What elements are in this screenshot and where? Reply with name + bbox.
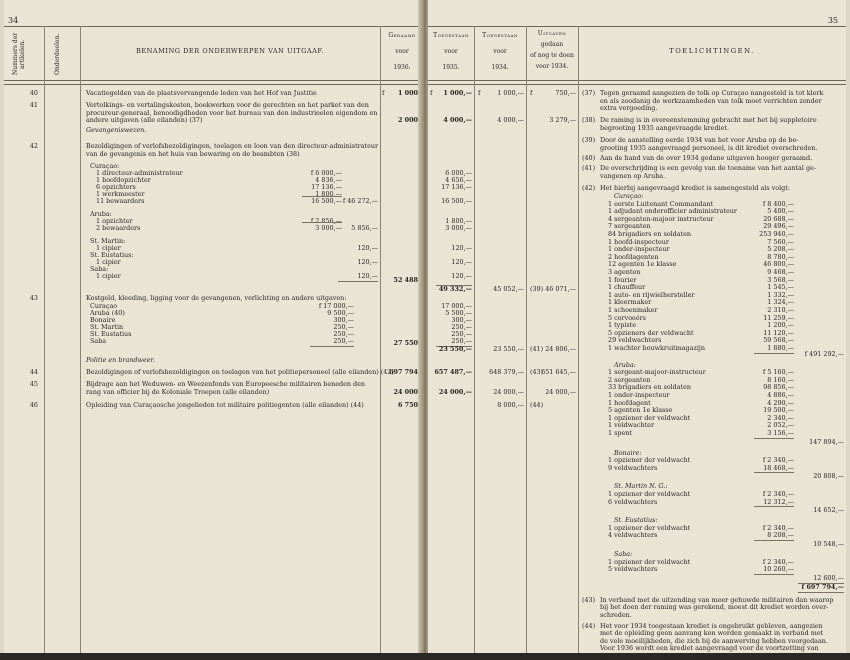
amount-1935: 4 000,— bbox=[443, 116, 472, 124]
note-number: (38) bbox=[582, 116, 596, 124]
page-number-left: 34 bbox=[8, 16, 19, 25]
breakdown-label: 1 directeur-administrateur bbox=[96, 169, 183, 177]
breakdown-label: 1 opziener der veldwacht bbox=[608, 490, 691, 498]
note-text: vangenen op Aruba. bbox=[600, 171, 666, 180]
breakdown-value: 11 259,— bbox=[763, 313, 794, 322]
breakdown-label: 1 chauffeur bbox=[608, 283, 646, 292]
note-text: Tegen geraamd aangezien de tolk op Curaçao nangesteld is tot klerk bbox=[600, 89, 824, 97]
article-amount: 24 000 bbox=[393, 388, 418, 396]
breakdown-label: 2 sergeanten bbox=[608, 375, 651, 384]
article-text: andere uitgaven (alle eilanden) (37) bbox=[86, 116, 203, 124]
breakdown-value: 9 500,— bbox=[327, 309, 354, 317]
breakdown-subtotal: 120,— bbox=[357, 258, 378, 266]
article-number: 40 bbox=[29, 89, 38, 97]
breakdown-label: 1 spent bbox=[608, 429, 632, 437]
currency-sign: f bbox=[430, 89, 433, 97]
amount-1935: 1 000,— bbox=[443, 89, 472, 97]
breakdown-group-heading: Bonaire: bbox=[614, 448, 642, 457]
article-text: Kostgeld, kleeding, ligging voor de gevangenen, verlichting en andere uitgaven: bbox=[86, 294, 347, 302]
breakdown-label: 3 agenten bbox=[608, 268, 641, 276]
article-number: 44 bbox=[29, 368, 38, 376]
breakdown-label: 2 bewaarders bbox=[96, 224, 141, 232]
article-text: Bezoldigingen of verlofsbezoldigingen en toelagen van het politiepersoneel (alle eilanden) (42) bbox=[86, 368, 394, 376]
breakdown-value: f 2 340,— bbox=[762, 557, 794, 566]
breakdown-value: 1 324,— bbox=[767, 298, 794, 307]
header-geraamd: Geraamd bbox=[388, 32, 416, 39]
breakdown-value: 300,— bbox=[333, 316, 354, 324]
article-text: Vacatiegelden van de plaatsvervangende leden van het Hof van Justitie bbox=[86, 89, 317, 97]
note-text: grooting 1935 aangevraagd personeel, is dit krediet overschreden. bbox=[600, 143, 818, 152]
article-number: 45 bbox=[29, 380, 38, 388]
breakdown-label: 5 veldwachters bbox=[608, 565, 658, 574]
breakdown-grand-total: f 697 794,— bbox=[801, 582, 844, 591]
header-1935-voor: voor bbox=[444, 48, 458, 55]
note-number: (41) bbox=[582, 164, 596, 172]
amount-1935-detail: 120,— bbox=[451, 272, 472, 280]
header-1934-year: 1934. bbox=[491, 64, 509, 71]
section-heading: Politie en brandweer. bbox=[86, 356, 155, 364]
breakdown-label: 7 sergeanten bbox=[608, 222, 651, 231]
breakdown-label: Curaçao bbox=[90, 302, 118, 310]
note-text: met de opleiding geen aanvang kon worden gemaakt in verband met bbox=[600, 629, 824, 638]
amount-1934: 648 379,— bbox=[489, 368, 524, 376]
amount-1935-detail: 250,— bbox=[451, 337, 472, 345]
page-number-right: 35 bbox=[827, 16, 838, 25]
breakdown-label: 1 schoenmaker bbox=[608, 306, 658, 314]
note-text: In verband met de uitzending van meer gehuwde militairen dan waarop bbox=[600, 595, 834, 604]
header-onderdeelen: Onderdeelen. bbox=[54, 33, 61, 75]
breakdown-value: f 2 856,— bbox=[310, 217, 342, 225]
breakdown-label: 4 sergeanten-majoor instructeur bbox=[608, 214, 714, 223]
breakdown-label: 1 eerste Luitenant Commandant bbox=[608, 199, 714, 208]
article-number: 41 bbox=[29, 101, 38, 109]
breakdown-value: f 6 000,— bbox=[310, 169, 342, 177]
breakdown-value: 4 836,— bbox=[315, 176, 342, 184]
breakdown-value: 20 688,— bbox=[763, 214, 794, 223]
breakdown-label: 2 hoofdagenten bbox=[608, 252, 659, 261]
note-ref: (44) bbox=[530, 401, 544, 409]
breakdown-value: 4 290,— bbox=[767, 398, 794, 407]
article-text: Vertolkings- en vertalingskosten, boekwerken voor de gerechten en het parket van den bbox=[86, 101, 369, 109]
amount-1934: 1 000,— bbox=[497, 89, 524, 97]
breakdown-group-total: 20 808,— bbox=[813, 472, 844, 481]
breakdown-value: 1 800,— bbox=[315, 190, 342, 198]
right-page bbox=[428, 0, 846, 660]
breakdown-label: 1 opziener der veldwacht bbox=[608, 523, 691, 532]
article-amount: 1 000 bbox=[397, 89, 418, 97]
breakdown-group-heading: St. Martin N. G.: bbox=[614, 482, 668, 491]
currency-sign: f bbox=[382, 89, 385, 97]
note-number: (37) bbox=[582, 89, 596, 97]
breakdown-label: 1 hoofdagent bbox=[608, 398, 651, 407]
header-geraamd-voor: voor bbox=[395, 48, 409, 55]
amount-1935-detail: 120,— bbox=[451, 244, 472, 252]
article-amount: 27 550 bbox=[393, 339, 418, 347]
breakdown-label: 1 onder-inspecteur bbox=[608, 245, 670, 254]
header-nummers: Nummers der artikelen. bbox=[12, 32, 26, 76]
breakdown-label: 84 brigadiers en soldaten bbox=[608, 230, 692, 238]
breakdown-subtotal: 120,— bbox=[357, 272, 378, 280]
amount-1935-detail: 5 500,— bbox=[445, 309, 472, 317]
breakdown-group-total: 10 548,— bbox=[813, 540, 844, 548]
currency-sign: f bbox=[530, 89, 533, 97]
note-number: (43) bbox=[582, 595, 596, 604]
amount-1934: 8 000,— bbox=[497, 401, 524, 409]
breakdown-label: 29 veldwachters bbox=[608, 336, 662, 345]
breakdown-label: 1 hoofd-inspecteur bbox=[608, 237, 669, 246]
breakdown-label: 1 sergeant-majoor-instructeur bbox=[608, 368, 706, 377]
header-geraamd-year: 1936. bbox=[393, 64, 411, 71]
breakdown-subtotal: 120,— bbox=[357, 244, 378, 252]
breakdown-label: 1 kleermaker bbox=[608, 298, 652, 307]
amount-1935: 657 487,— bbox=[434, 368, 472, 376]
note-text: extra vergoeding. bbox=[600, 104, 658, 113]
amount-1934: 45 052,— bbox=[493, 285, 524, 293]
breakdown-subtotal: f 46 272,— bbox=[342, 197, 378, 205]
breakdown-group-heading: Curaçao: bbox=[614, 192, 644, 200]
amount-1935-detail: 17 136,— bbox=[441, 183, 472, 191]
amount-1935-detail: 4 656,— bbox=[445, 176, 472, 184]
breakdown-group-heading: Saba: bbox=[614, 550, 633, 558]
breakdown-label: 1 wachter bouwkruitmagazijn bbox=[608, 344, 705, 352]
note-number: (39) bbox=[582, 136, 596, 144]
amount-uitgaven: 24 806,— bbox=[545, 345, 576, 353]
header-benaming: BENAMING DER ONDERWERPEN VAN UITGAAF. bbox=[135, 47, 325, 55]
breakdown-value: 10 260,— bbox=[763, 565, 794, 574]
breakdown-value: 29 496,— bbox=[763, 222, 794, 231]
breakdown-label: 5 opzieners der veldwacht bbox=[608, 328, 694, 337]
breakdown-value: 12 312,— bbox=[763, 497, 794, 506]
breakdown-group-heading: Aruba: bbox=[614, 360, 636, 369]
breakdown-label: St. Eustatius bbox=[90, 330, 132, 338]
note-text: Aan de hand van de over 1934 gedane uitgaven hooger geraamd. bbox=[600, 154, 813, 162]
breakdown-group-total: 12 600,— bbox=[813, 573, 844, 582]
amount-1935-detail: 16 500,— bbox=[441, 197, 472, 205]
header-1935: Toegestaan bbox=[433, 32, 469, 39]
header-1934: Toegestaan bbox=[482, 32, 518, 39]
breakdown-label: 1 cipier bbox=[96, 272, 121, 280]
note-text: Voor 1936 wordt een krediet aangevraagd voor de voortzetting van bbox=[600, 644, 819, 653]
section-heading: Gevangeniswezen. bbox=[86, 126, 147, 134]
breakdown-label: 6 veldwachters bbox=[608, 497, 658, 506]
breakdown-value: 98 856,— bbox=[763, 383, 794, 392]
breakdown-value: 2 052,— bbox=[767, 421, 794, 430]
breakdown-value: f 2 340,— bbox=[762, 523, 794, 532]
note-ref: (39) bbox=[530, 285, 544, 293]
amount-1934: 24 000,— bbox=[493, 388, 524, 396]
breakdown-label: 1 veldwachter bbox=[608, 421, 655, 430]
note-text: bij het doen der raming was gerekend, moest dit krediet worden over- bbox=[600, 603, 829, 612]
breakdown-label: 4 veldwachters bbox=[608, 531, 658, 540]
header-uitgaven: Uitgaven bbox=[537, 30, 567, 37]
note-text: de vele moeilijkheden, die zich bij de aanwerving hebben voorgedaan. bbox=[600, 636, 828, 645]
amount-uitgaven: 750,— bbox=[555, 89, 576, 97]
breakdown-value: 46 800,— bbox=[763, 260, 794, 269]
note-number: (44) bbox=[582, 622, 596, 630]
breakdown-subtotal: 5 856,— bbox=[351, 224, 378, 232]
amount-1935-detail: 3 000,— bbox=[445, 224, 472, 232]
amount-1935-detail: 250,— bbox=[451, 330, 472, 338]
amount-1935-detail: 250,— bbox=[451, 323, 472, 331]
breakdown-group-total: 147 894,— bbox=[809, 437, 844, 446]
left-page bbox=[4, 0, 422, 653]
breakdown-value: 8 208,— bbox=[767, 531, 794, 540]
header-toelichtingen: TOELICHTINGEN. bbox=[669, 47, 755, 55]
amount-1935-detail: 300,— bbox=[451, 316, 472, 324]
article-amount: 6 750 bbox=[397, 401, 418, 409]
breakdown-value: 2 310,— bbox=[767, 306, 794, 314]
breakdown-value: 1 880,— bbox=[767, 344, 794, 352]
breakdown-value: 8 780,— bbox=[767, 252, 794, 261]
breakdown-label: 1 onder-inspecteur bbox=[608, 391, 670, 399]
breakdown-label: 1 auto- en rijwielhersteller bbox=[608, 290, 695, 299]
header-uitgaven-nog: of nog te doen bbox=[530, 52, 574, 59]
breakdown-label: 33 brigadiers en soldaten bbox=[608, 383, 692, 392]
note-text: De overschrijding is een gevolg van de toename van het aantal ge- bbox=[600, 164, 816, 172]
breakdown-group-heading: St. Eustatius: bbox=[614, 516, 658, 525]
note-text: schreden. bbox=[600, 610, 632, 619]
breakdown-value: f 5 160,— bbox=[762, 368, 794, 377]
breakdown-value: 5 400,— bbox=[767, 207, 794, 216]
breakdown-value: 1 545,— bbox=[767, 283, 794, 292]
note-text: begrooting 1935 aangevraagde krediet. bbox=[600, 123, 729, 132]
note-text: Het voor 1934 toegestaan krediet is ongebruikt gebleven, aangezien bbox=[600, 622, 823, 630]
breakdown-label: St. Eustatius: bbox=[90, 251, 134, 259]
amount-uitgaven: 651 645,— bbox=[541, 368, 576, 376]
breakdown-label: St. Martin bbox=[90, 323, 124, 331]
note-ref: (43) bbox=[530, 368, 544, 376]
breakdown-label: 12 agenten 1e klasse bbox=[608, 260, 677, 269]
breakdown-value: f 8 400,— bbox=[762, 199, 794, 208]
breakdown-value: 7 560,— bbox=[767, 237, 794, 246]
breakdown-value: 19 500,— bbox=[763, 406, 794, 415]
breakdown-group-total: f 491 292,— bbox=[804, 349, 844, 358]
breakdown-value: 11 120,— bbox=[763, 328, 794, 337]
amount-1935-detail: 120,— bbox=[451, 258, 472, 266]
note-number: (42) bbox=[582, 184, 596, 192]
breakdown-label: St. Martin: bbox=[90, 237, 126, 245]
breakdown-value: 250,— bbox=[333, 330, 354, 338]
amount-1935: 23 550,— bbox=[438, 345, 472, 353]
header-uitgaven-year: voor 1934. bbox=[535, 63, 569, 70]
article-number: 43 bbox=[29, 294, 38, 302]
breakdown-label: 1 opziener der veldwacht bbox=[608, 557, 691, 566]
breakdown-label: Saba: bbox=[90, 265, 109, 273]
breakdown-value: 253 940,— bbox=[759, 230, 794, 238]
breakdown-value: 3 568,— bbox=[767, 275, 794, 284]
amount-uitgaven: 46 071,— bbox=[545, 285, 576, 293]
breakdown-value: f 2 340,— bbox=[762, 490, 794, 498]
breakdown-value: 4 886,— bbox=[767, 391, 794, 399]
breakdown-label: 1 opzichter bbox=[96, 217, 133, 225]
breakdown-label: Curaçao: bbox=[90, 162, 120, 170]
breakdown-group-total: 14 652,— bbox=[813, 506, 844, 515]
amount-1935: 49 332,— bbox=[438, 285, 472, 293]
breakdown-value: 8 160,— bbox=[767, 375, 794, 384]
breakdown-label: 11 bewaarders bbox=[96, 197, 145, 205]
breakdown-label: 1 werkmeester bbox=[96, 190, 145, 198]
header-1935-year: 1935. bbox=[442, 64, 460, 71]
breakdown-label: Aruba (40) bbox=[90, 309, 125, 317]
breakdown-label: 5 corvoeérs bbox=[608, 313, 646, 322]
breakdown-value: 16 500,— bbox=[311, 197, 342, 205]
article-amount: 52 488 bbox=[393, 276, 418, 284]
article-text: rang van officier bij de Koloniale Troepen (alle eilanden) bbox=[86, 388, 270, 396]
breakdown-label: Bonaire bbox=[90, 316, 116, 324]
breakdown-value: 250,— bbox=[333, 337, 354, 345]
breakdown-value: 3 000,— bbox=[315, 224, 342, 232]
amount-1935-detail: 17 000,— bbox=[441, 302, 472, 310]
note-text: Door de aanstelling eerde 1934 van het voor Aruba op de be- bbox=[600, 136, 799, 144]
note-text: en als zoodanig de werkzaamheden van tolk moet verrichten zonder bbox=[600, 96, 822, 105]
breakdown-value: 5 208,— bbox=[767, 245, 794, 254]
amount-uitgaven: 3 279,— bbox=[549, 116, 576, 124]
breakdown-label: Saba bbox=[90, 337, 107, 345]
article-amount: 697 794 bbox=[389, 368, 418, 376]
note-ref: (41) bbox=[530, 345, 544, 353]
breakdown-value: 59 568,— bbox=[763, 336, 794, 345]
article-text: van de gevangenis en het huis van bewaring en de beambten (38) bbox=[86, 150, 300, 158]
breakdown-value: f 17 000,— bbox=[318, 302, 354, 310]
breakdown-label: 9 veldwachters bbox=[608, 463, 658, 472]
amount-1934: 4 000,— bbox=[497, 116, 524, 124]
breakdown-label: 1 hoofdopzichter bbox=[96, 176, 151, 184]
amount-1935-detail: 6 000,— bbox=[445, 169, 472, 177]
amount-1935: 24 000,— bbox=[438, 388, 472, 396]
breakdown-label: 5 agenten 1e klasse bbox=[608, 406, 673, 415]
note-text: De raming is in overeenstemming gebracht met het bij suppletoire bbox=[600, 116, 817, 124]
breakdown-value: 250,— bbox=[333, 323, 354, 331]
breakdown-label: 1 opziener der veldwacht bbox=[608, 413, 691, 422]
breakdown-label: 1 cipier bbox=[96, 244, 121, 252]
breakdown-label: 1 opziener der veldwacht bbox=[608, 456, 691, 465]
breakdown-value: 9 468,— bbox=[767, 268, 794, 276]
amount-1935-detail: 1 800,— bbox=[445, 217, 472, 225]
header-1934-voor: voor bbox=[493, 48, 507, 55]
breakdown-value: 1 200,— bbox=[767, 321, 794, 330]
breakdown-value: 2 340,— bbox=[767, 413, 794, 422]
note-text: Het hierbij aangevraagd krediet is samengesteld als volgt: bbox=[600, 184, 790, 192]
breakdown-label: Aruba: bbox=[90, 210, 112, 218]
breakdown-value: 18 468,— bbox=[763, 463, 794, 472]
article-amount: 2 000 bbox=[397, 116, 418, 124]
article-number: 46 bbox=[29, 401, 38, 409]
breakdown-label: 1 typiste bbox=[608, 321, 637, 330]
amount-1934: 23 550,— bbox=[493, 345, 524, 353]
breakdown-label: 1 adjudant onderofficier administrateur bbox=[608, 207, 737, 216]
breakdown-value: 3 156,— bbox=[767, 429, 794, 437]
article-number: 42 bbox=[29, 142, 38, 150]
article-text: Opleiding van Curaçaosche jongelieden tot militaire politiegenten (alle eilanden) (44) bbox=[86, 401, 364, 409]
currency-sign: f bbox=[478, 89, 481, 97]
breakdown-value: f 2 340,— bbox=[762, 456, 794, 465]
breakdown-value: 1 332,— bbox=[767, 290, 794, 299]
breakdown-label: 1 fourier bbox=[608, 275, 637, 284]
article-text: Bezoldigingen of verlofsbezoldigingen, toelagen en loon van den directeur-administrateur bbox=[86, 142, 379, 150]
note-text: de in 1935 aan te vangen opleiding. bbox=[600, 651, 717, 660]
article-text: Bijdrage aan het Weduwen- en Weezenfonds van Europeesche militairen beneden den bbox=[86, 380, 366, 388]
article-text: procureur-generaal, benoodigdheden voor het bureau van den industrieelen eigendom en bbox=[86, 109, 378, 117]
breakdown-label: 1 cipier bbox=[96, 258, 121, 266]
amount-uitgaven: 24 000,— bbox=[545, 388, 576, 396]
header-uitgaven-gedaan: gedaan bbox=[540, 41, 564, 48]
breakdown-label: 6 opzichters bbox=[96, 183, 136, 191]
breakdown-value: 17 136,— bbox=[311, 183, 342, 191]
note-number: (40) bbox=[582, 154, 596, 162]
